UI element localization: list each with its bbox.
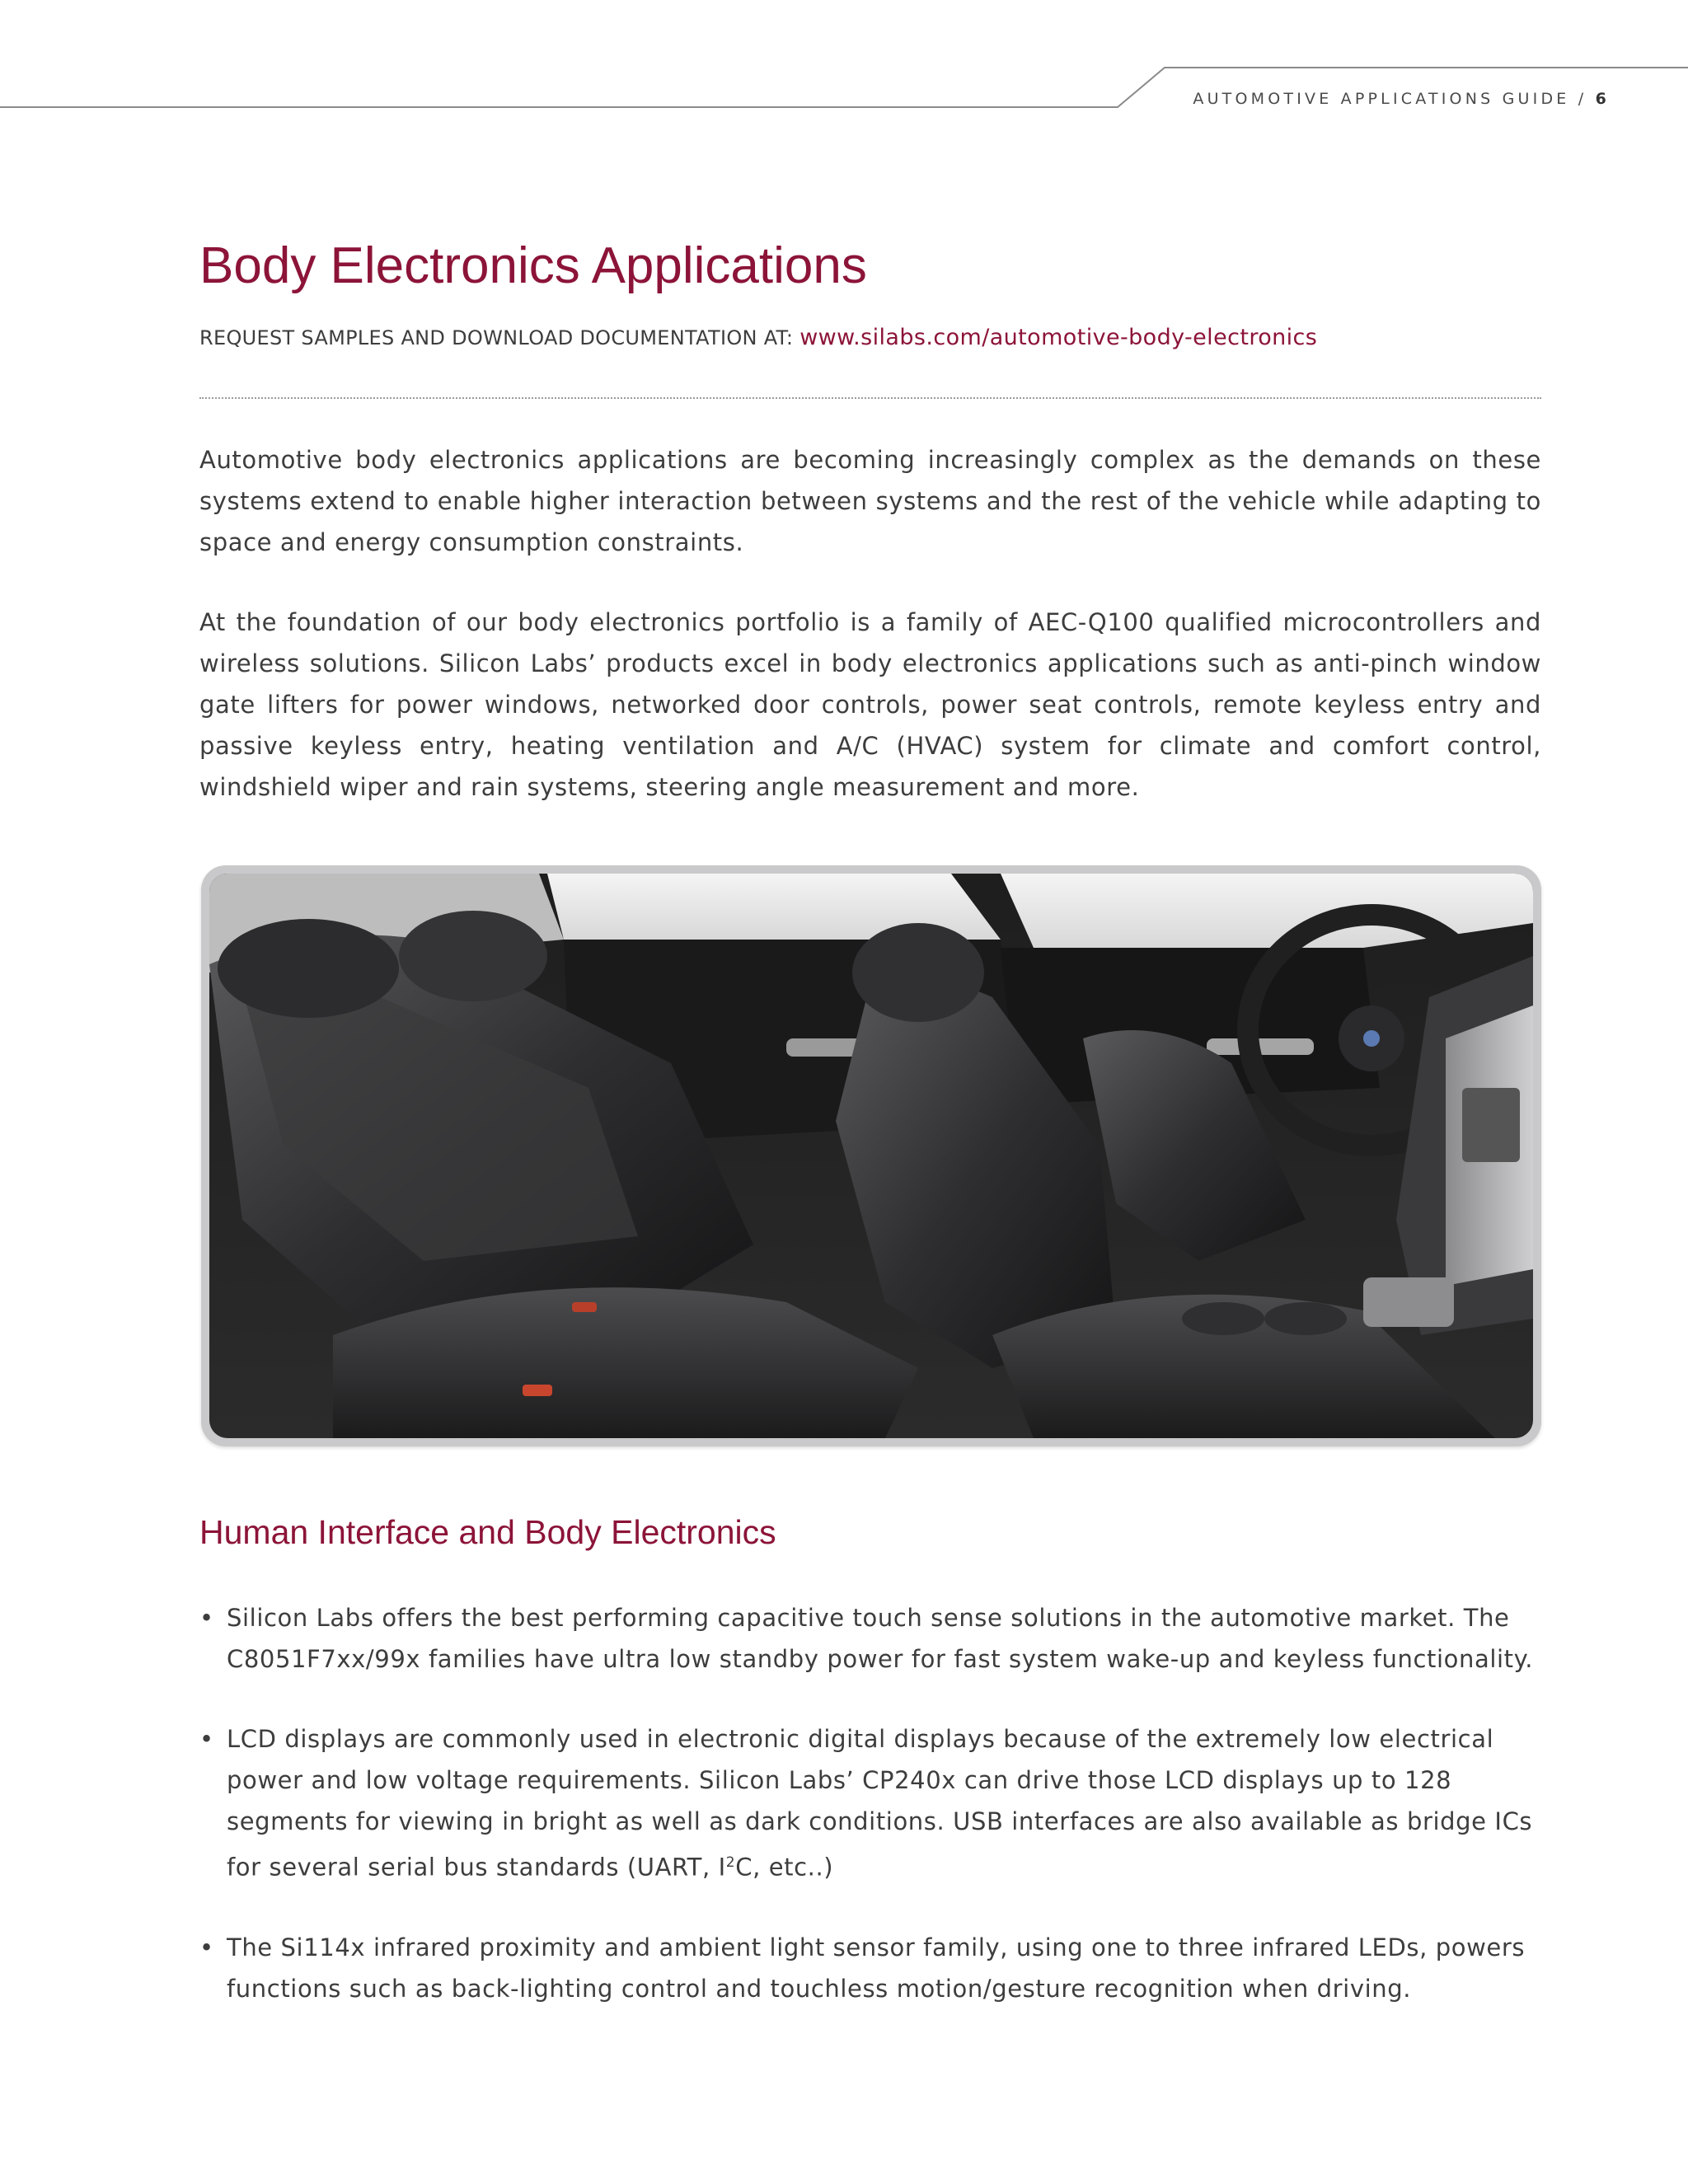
car-interior-photo bbox=[201, 865, 1541, 1446]
running-head bbox=[1193, 90, 1610, 108]
bullet-item-lcd-displays bbox=[199, 1718, 1551, 1888]
bullet-text: The Si114x infrared proximity and ambient light sensor family, using one to three infrared LEDs, powers functions such as back-lighting control and touchless motion/gesture recognition when driving. bbox=[227, 1933, 1526, 2003]
bullet-item-proximity-sensor bbox=[199, 1927, 1551, 2009]
request-prefix: REQUEST SAMPLES AND DOWNLOAD DOCUMENTATION AT: bbox=[199, 326, 794, 349]
page-number: 6 bbox=[1595, 90, 1610, 108]
bullet-item-touch-sense bbox=[199, 1597, 1551, 1680]
intro-paragraph: Automotive body electronics applications are becoming increasingly complex as the demands on these systems extend to enable higher interaction between systems and the rest of the vehicle while adapting to space and energy consumption constraints. bbox=[199, 446, 1541, 556]
bullet-marker: • bbox=[199, 1725, 214, 1753]
page-title: Body Electronics Applications bbox=[199, 237, 867, 294]
running-title: AUTOMOTIVE APPLICATIONS GUIDE / bbox=[1193, 90, 1587, 108]
bullet-marker: • bbox=[199, 1604, 214, 1632]
portfolio-paragraph: At the foundation of our body electronics portfolio is a family of AEC-Q100 qualified microcontrollers and wireless solutions. Silicon Labs’ products excel in body electronics applications such as anti-pinch window gate lifters for power windows, networked door controls, power seat controls, remote keyless entry and passive keyless entry, heating ventilation and A/C (HVAC) system for climate and comfort control, windshield wiper and rain systems, steering angle measurement and more. bbox=[199, 608, 1541, 801]
documentation-link[interactable]: www.silabs.com/automotive-body-electronics bbox=[799, 325, 1318, 350]
bullet-list bbox=[199, 1597, 1551, 2048]
bullet-marker: • bbox=[199, 1933, 214, 1961]
bullet-text: Silicon Labs offers the best performing capacitive touch sense solutions in the automotive market. The C8051F7xx/99x families have ultra low standby power for fast system wake-up and keyless functionality. bbox=[227, 1604, 1534, 1673]
car-interior-illustration bbox=[209, 874, 1533, 1438]
dotted-divider bbox=[199, 397, 1541, 399]
bullet-text-end: C, etc..) bbox=[735, 1853, 834, 1882]
request-line bbox=[199, 325, 1317, 350]
bullet-text: LCD displays are commonly used in electronic digital displays because of the extremely low electrical power and low voltage requirements. Silicon Labs’ CP240x can drive those LCD displays up to 128 segments for viewing in bright as well as dark conditions. USB interfaces are also available as bridge ICs for several serial bus standards (UART, I bbox=[227, 1725, 1533, 1882]
superscript-2: 2 bbox=[725, 1854, 736, 1871]
section-heading: Human Interface and Body Electronics bbox=[199, 1513, 776, 1551]
